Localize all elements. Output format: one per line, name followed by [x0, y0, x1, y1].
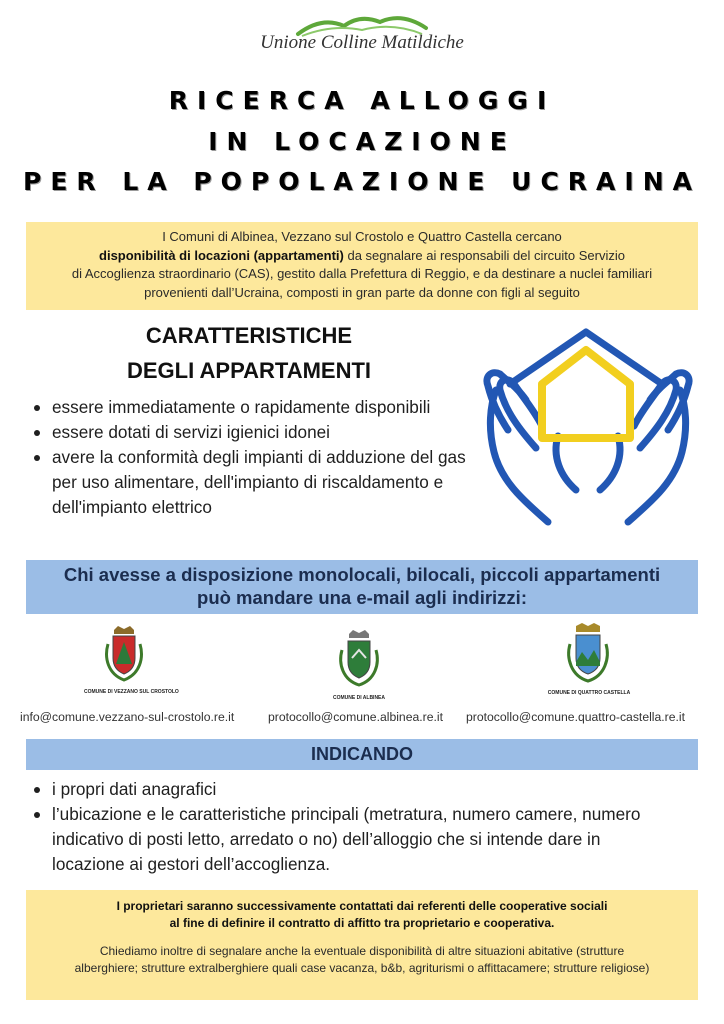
characteristics-item: essere immediatamente o rapidamente disponibili	[32, 395, 472, 420]
indicando-item: l’ubicazione e le caratteristiche principali (metratura, numero camere, numero indicativo di posti letto, arredato o no) dell’alloggio che si intende dare in locazione ai gestori dell’accoglienza.	[32, 802, 672, 877]
characteristics-item: essere dotati di servizi igienici idonei	[32, 420, 472, 445]
municipality-label: COMUNE DI VEZZANO SUL CROSTOLO	[84, 689, 179, 695]
indicando-item: i propri dati anagrafici	[32, 777, 672, 802]
intro-highlight: disponibilità di locazioni (appartamenti)	[99, 247, 344, 263]
quattro-castella-crest-icon	[562, 622, 614, 684]
intro-line-3: di Accoglienza straordinario (CAS), gestito dalla Prefettura di Reggio, e da destinare a nuclei familiari	[71, 266, 653, 281]
characteristics-title-2: DEGLI APPARTAMENTI	[126, 358, 372, 383]
vezzano-crest-icon	[100, 624, 148, 684]
characteristics-item: avere la conformità degli impianti di adduzione del gas per uso alimentare, dell'impianto di riscaldamento e dell'impianto elettrico	[32, 445, 472, 520]
logo-text: Unione Colline Matildiche	[260, 32, 464, 53]
albinea-crest-icon	[334, 628, 384, 688]
email-vezzano[interactable]: info@comune.vezzano-sul-crostolo.re.it	[20, 710, 235, 724]
contact-line-2: può mandare una e-mail agli indirizzi:	[197, 587, 527, 608]
footer-bold-line-2: al fine di definire il contratto di affitto tra proprietario e cooperativa.	[169, 915, 555, 930]
intro-line-2-rest: da segnalare ai responsabili del circuito Servizio	[343, 247, 625, 263]
email-quattro-castella[interactable]: protocollo@comune.quattro-castella.re.it	[466, 710, 685, 724]
contact-line-1: Chi avesse a disposizione monolocali, bilocali, piccoli appartamenti	[63, 564, 661, 585]
page-title-line-2: IN LOCAZIONE	[208, 127, 516, 156]
hands-house-icon	[478, 326, 698, 526]
indicando-banner: INDICANDO	[26, 739, 698, 770]
intro-line-1: I Comuni di Albinea, Vezzano sul Crostolo e Quattro Castella cercano	[162, 229, 562, 244]
intro-line-2	[38, 247, 686, 266]
email-albinea[interactable]: protocollo@comune.albinea.re.it	[268, 710, 443, 724]
page-title-line-3: PER LA POPOLAZIONE UCRAINA	[23, 167, 701, 196]
footer-box	[26, 890, 698, 1000]
municipality-label: COMUNE DI QUATTRO CASTELLA	[547, 690, 631, 696]
footer-bold-line-1: I proprietari saranno successivamente contattati dai referenti delle cooperative sociali	[116, 899, 608, 913]
characteristics-title-1: CARATTERISTICHE	[145, 323, 353, 348]
characteristics-list	[32, 395, 472, 520]
indicando-list	[32, 777, 672, 877]
intro-box	[26, 222, 698, 310]
footer-text-line-1: Chiediamo inoltre di segnalare anche la eventuale disponibilità di altre situazioni abitative (strutture	[99, 944, 625, 958]
footer-text-line-2: alberghiere; strutture extralberghiere quali case vacanza, b&b, agriturismi o affittacamere; strutture religiose)	[74, 960, 650, 975]
intro-line-4: provenienti dall’Ucraina, composti in gran parte da donne con figli al seguito	[144, 284, 580, 300]
municipality-label: COMUNE DI ALBINEA	[332, 695, 386, 701]
page-title-line-1: RICERCA ALLOGGI	[168, 86, 556, 115]
contact-banner	[26, 560, 698, 614]
